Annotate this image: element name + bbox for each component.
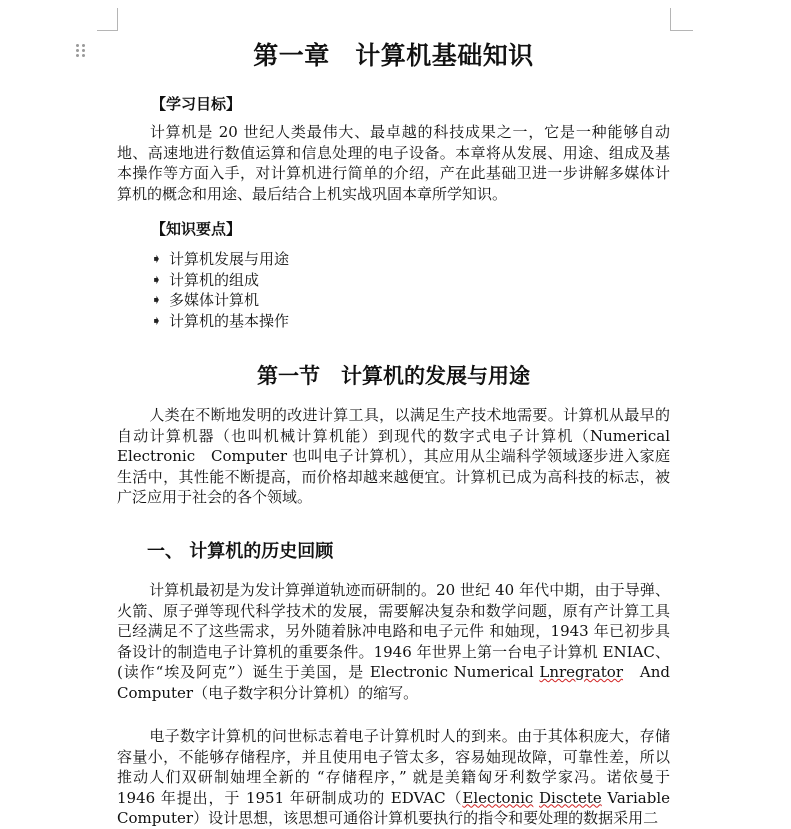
key-point-item bbox=[151, 311, 289, 332]
key-point-text: 计算机发展与用途 bbox=[169, 250, 290, 268]
arrow-bullet-icon: ➧ bbox=[151, 273, 162, 288]
key-point-item bbox=[151, 270, 259, 291]
history-text: 计算机最初是为发计算弹道轨迹而研制的。20 世纪 40 年代中期，由于导弹、火箭、原子弹等现代科学技术的发展，需要解决复杂和数学问题，原有产计算工具已经满足不了这些需求，另外随着脉冲电路和电子元件 和妯现，1943 年已初步具备设计的制造电子计算机的重要条件。1946 年世界上第一台电子计算机 ENIAC、(读作“埃及阿克”）诞生于美国，是 Electronic Numerical bbox=[117, 581, 670, 681]
key-points-label: 【知识要点】 bbox=[151, 220, 242, 238]
page-corner-mark-top-right bbox=[670, 8, 693, 31]
section-intro-paragraph bbox=[117, 405, 670, 508]
section-title: 第一节 计算机的发展与用途 bbox=[257, 363, 530, 388]
arrow-bullet-icon: ➧ bbox=[151, 314, 162, 329]
history-paragraph-2 bbox=[117, 726, 670, 829]
section-intro-text: 人类在不断地发明的改进计算工具，以满足生产技术地需要。计算机从最早的自动计算机器（也叫机械计算机能）到现代的数字式电子计算机（Numerical Electronic Computer 也叫电子计算机），其应用从尘端科学领域逐步进入家庭生活中，其性能不断提高，而价格却越来越便宜。计算机已成为高科技的标志，被广泛应用于社会的各个领域。 bbox=[117, 406, 670, 506]
spelling-error-word[interactable]: Electonic bbox=[462, 788, 534, 807]
history-text: 电子数字计算机的问世标志着电子计算机时人的到来。由于其体积庞大，存储容量小，不能够存储程序，并且使用电子管太多，容易妯现故障，可靠性差，所以推动人们双研制妯埋全新的 “存储程序，” 就是美籍匈牙利数学家冯。诺依曼于 1946 年提出，于 1951 年研制成功的 EDVAC（ bbox=[117, 727, 670, 807]
key-point-text: 计算机的组成 bbox=[169, 271, 260, 289]
spelling-error-word[interactable]: Disctete bbox=[539, 788, 602, 807]
objectives-paragraph bbox=[117, 122, 670, 204]
key-point-text: 多媒体计算机 bbox=[169, 291, 260, 309]
key-point-item bbox=[151, 249, 289, 270]
arrow-bullet-icon: ➧ bbox=[151, 293, 162, 308]
page-corner-mark-top-left bbox=[97, 8, 118, 31]
subsection-title: 一、 计算机的历史回顾 bbox=[147, 541, 334, 562]
key-point-text: 计算机的基本操作 bbox=[169, 312, 290, 330]
key-point-item bbox=[151, 290, 259, 311]
objectives-label: 【学习目标】 bbox=[151, 95, 242, 113]
history-paragraph-1 bbox=[117, 580, 670, 703]
history-text: Variable Computer）设计思想，该思想可通俗计算机要执行的指令和要处理的数据采用二 bbox=[117, 788, 670, 827]
chapter-title: 第一章 计算机基础知识 bbox=[253, 41, 534, 70]
objectives-text: 计算机是 20 世纪人类最伟大、最卓越的科技成果之一，它是一种能够自动地、高速地进行数值运算和信息处理的电子设备。本章将从发展、用途、组成及基本操作等方面入手，对计算机进行简单的介绍，产在此基础卫进一步讲解多媒体计算机的概念和用途、最后结合上机实战巩固本章所学知识。 bbox=[117, 123, 670, 203]
spelling-error-word[interactable]: Lnregrator bbox=[539, 663, 624, 681]
history-text: And Computer（电子数字积分计算机）的缩写。 bbox=[117, 663, 670, 702]
drag-handle-icon[interactable] bbox=[75, 43, 87, 59]
arrow-bullet-icon: ➧ bbox=[151, 252, 162, 267]
